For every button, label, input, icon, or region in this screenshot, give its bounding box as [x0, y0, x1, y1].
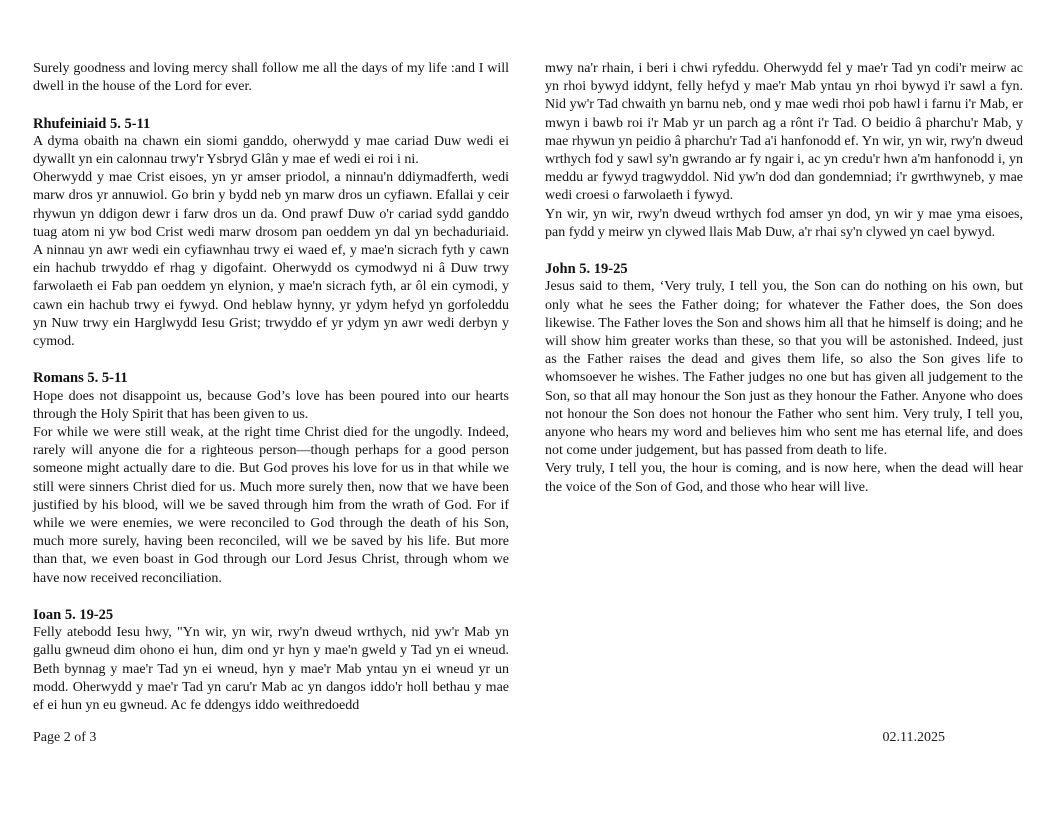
john-paragraph-2: Very truly, I tell you, the hour is coming, and is now here, when the dead will hear the voice of the Son of God, and those who hear will live.: [545, 461, 1023, 495]
ioan-paragraph-1: Felly atebodd Iesu hwy, "Yn wir, yn wir, rwy'n dweud wrthych, nid yw'r Mab yn gallu gwneud dim ohono ei hun, dim ond yr hyn y mae'n gweld y Tad yn ei wneud. Beth bynnag y mae'r Tad yn ei wneud, hyn y mae'r Mab yntau yn ei wneud yr un modd. Oherwydd y mae'r Tad yn caru'r Mab ac yn dangos iddo'r holl bethau y mae ef ei hun yn eu gwneud. Ac fe ddengys iddo weithredoedd: [33, 625, 509, 714]
section-heading-ioan: Ioan 5. 19-25: [33, 607, 114, 624]
rhufeiniaid-paragraph-2: Oherwydd y mae Crist eisoes, yn yr amser priodol, a ninnau'n ddiymadferth, wedi marw dros yr annuwiol. Go brin y bydd neb yn marw dros un cyfiawn. Efallai y ceir rhywun yn ddigon dewr i farw dros un da. Ond prawf Duw o'r cariad sydd ganddo tuag atom ni yw bod Crist wedi marw drosom pan oeddem yn dal yn bechaduriaid. A ninnau yn awr wedi ein cyfiawnhau trwy ei waed ef, y mae'n sicrach fyth y cawn ein hachub trwyddo ef rhag y digofaint. Oherwydd os cymodwyd ni â Duw trwy farwolaeth ei Fab pan oeddem yn elynion, y mae'n sicrach fyth, ar ôl ein cymodi, y cawn ein hachub trwy ei fywyd. Ond heblaw hynny, yr ydym hefyd yn gorfoleddu yn Nuw trwy ein Harglwydd Iesu Grist; trwyddo ef yr ydym yn awr wedi derbyn y cymod.: [33, 170, 509, 350]
rhufeiniaid-paragraph-1: A dyma obaith na chawn ein siomi ganddo, oherwydd y mae cariad Duw wedi ei dywallt yn ein calonnau trwy'r Ysbryd Glân y mae ef wedi ei roi i ni.: [33, 133, 509, 167]
psalm-closing-paragraph: Surely goodness and loving mercy shall follow me all the days of my life :and I will dwell in the house of the Lord for ever.: [33, 61, 509, 95]
ioan-paragraph-continued: mwy na'r rhain, i beri i chwi ryfeddu. Oherwydd fel y mae'r Tad yn codi'r meirw ac yn rhoi bywyd iddynt, felly hefyd y mae'r Mab yntau yn rhoi bywyd i'r sawl a fyn. Nid yw'r Tad chwaith yn barnu neb, ond y mae wedi rhoi pob hawl i farnu i'r Mab, er mwyn i bawb roi i'r Mab yr un parch ag a rônt i'r Tad. O beidio â pharchu'r Mab, y mae rhywun yn peidio â pharchu'r Tad a'i hanfonodd ef. Yn wir, yn wir, rwy'n dweud wrthych fod y sawl sy'n gwrando ar fy ngair i, ac yn credu'r hwn a'm hanfonodd i, yn meddu ar fywyd tragwyddol. Nid yw'n dod dan gondemniad; i'r gwrthwyneb, y mae wedi croesi o farwolaeth i fywyd.: [545, 61, 1023, 204]
section-heading-john: John 5. 19-25: [545, 261, 628, 278]
section-heading-romans: Romans 5. 5-11: [33, 370, 128, 387]
section-heading-rhufeiniaid: Rhufeiniaid 5. 5-11: [33, 115, 151, 132]
ioan-paragraph-2: Yn wir, yn wir, rwy'n dweud wrthych fod amser yn dod, yn wir y mae yma eisoes, pan fydd y meirw yn clywed llais Mab Duw, a'r rhai sy'n clywed yn cael bywyd.: [545, 206, 1023, 240]
right-column: [545, 60, 1023, 715]
two-column-text-area: [33, 60, 1023, 715]
john-paragraph-1: Jesus said to them, ‘Very truly, I tell you, the Son can do nothing on his own, but only what he sees the Father doing; for whatever the Father does, the Son does likewise. The Father loves the Son and shows him all that he himself is doing; and he will show him greater works than these, so that you will be astonished. Indeed, just as the Father raises the dead and gives them life, so also the Son gives life to whomsoever he wishes. The Father judges no one but has given all judgement to the Son, so that all may honour the Son just as they honour the Father. Anyone who does not honour the Son does not honour the Father who sent him. Very truly, I tell you, anyone who hears my word and believes him who sent me has eternal life, and does not come under judgement, but has passed from death to life.: [545, 279, 1023, 459]
footer-date: 02.11.2025: [882, 730, 945, 745]
romans-paragraph-2: For while we were still weak, at the right time Christ died for the ungodly. Indeed, rarely will anyone die for a righteous person—though perhaps for a good person someone might actually dare to die. But God proves his love for us in that while we still were sinners Christ died for us. Much more surely then, now that we have been justified by his blood, will we be saved through him from the wrath of God. For if while we were enemies, we were reconciled to God through the death of his Son, much more surely, having been reconciled, will we be saved by his life. But more than that, we even boast in God through our Lord Jesus Christ, through whom we have now received reconciliation.: [33, 425, 509, 586]
page-footer: [33, 729, 1056, 749]
romans-paragraph-1: Hope does not disappoint us, because God’s love has been poured into our hearts through the Holy Spirit that has been given to us.: [33, 388, 509, 422]
page-number-label: Page 2 of 3: [33, 730, 97, 745]
left-column: [33, 60, 509, 715]
